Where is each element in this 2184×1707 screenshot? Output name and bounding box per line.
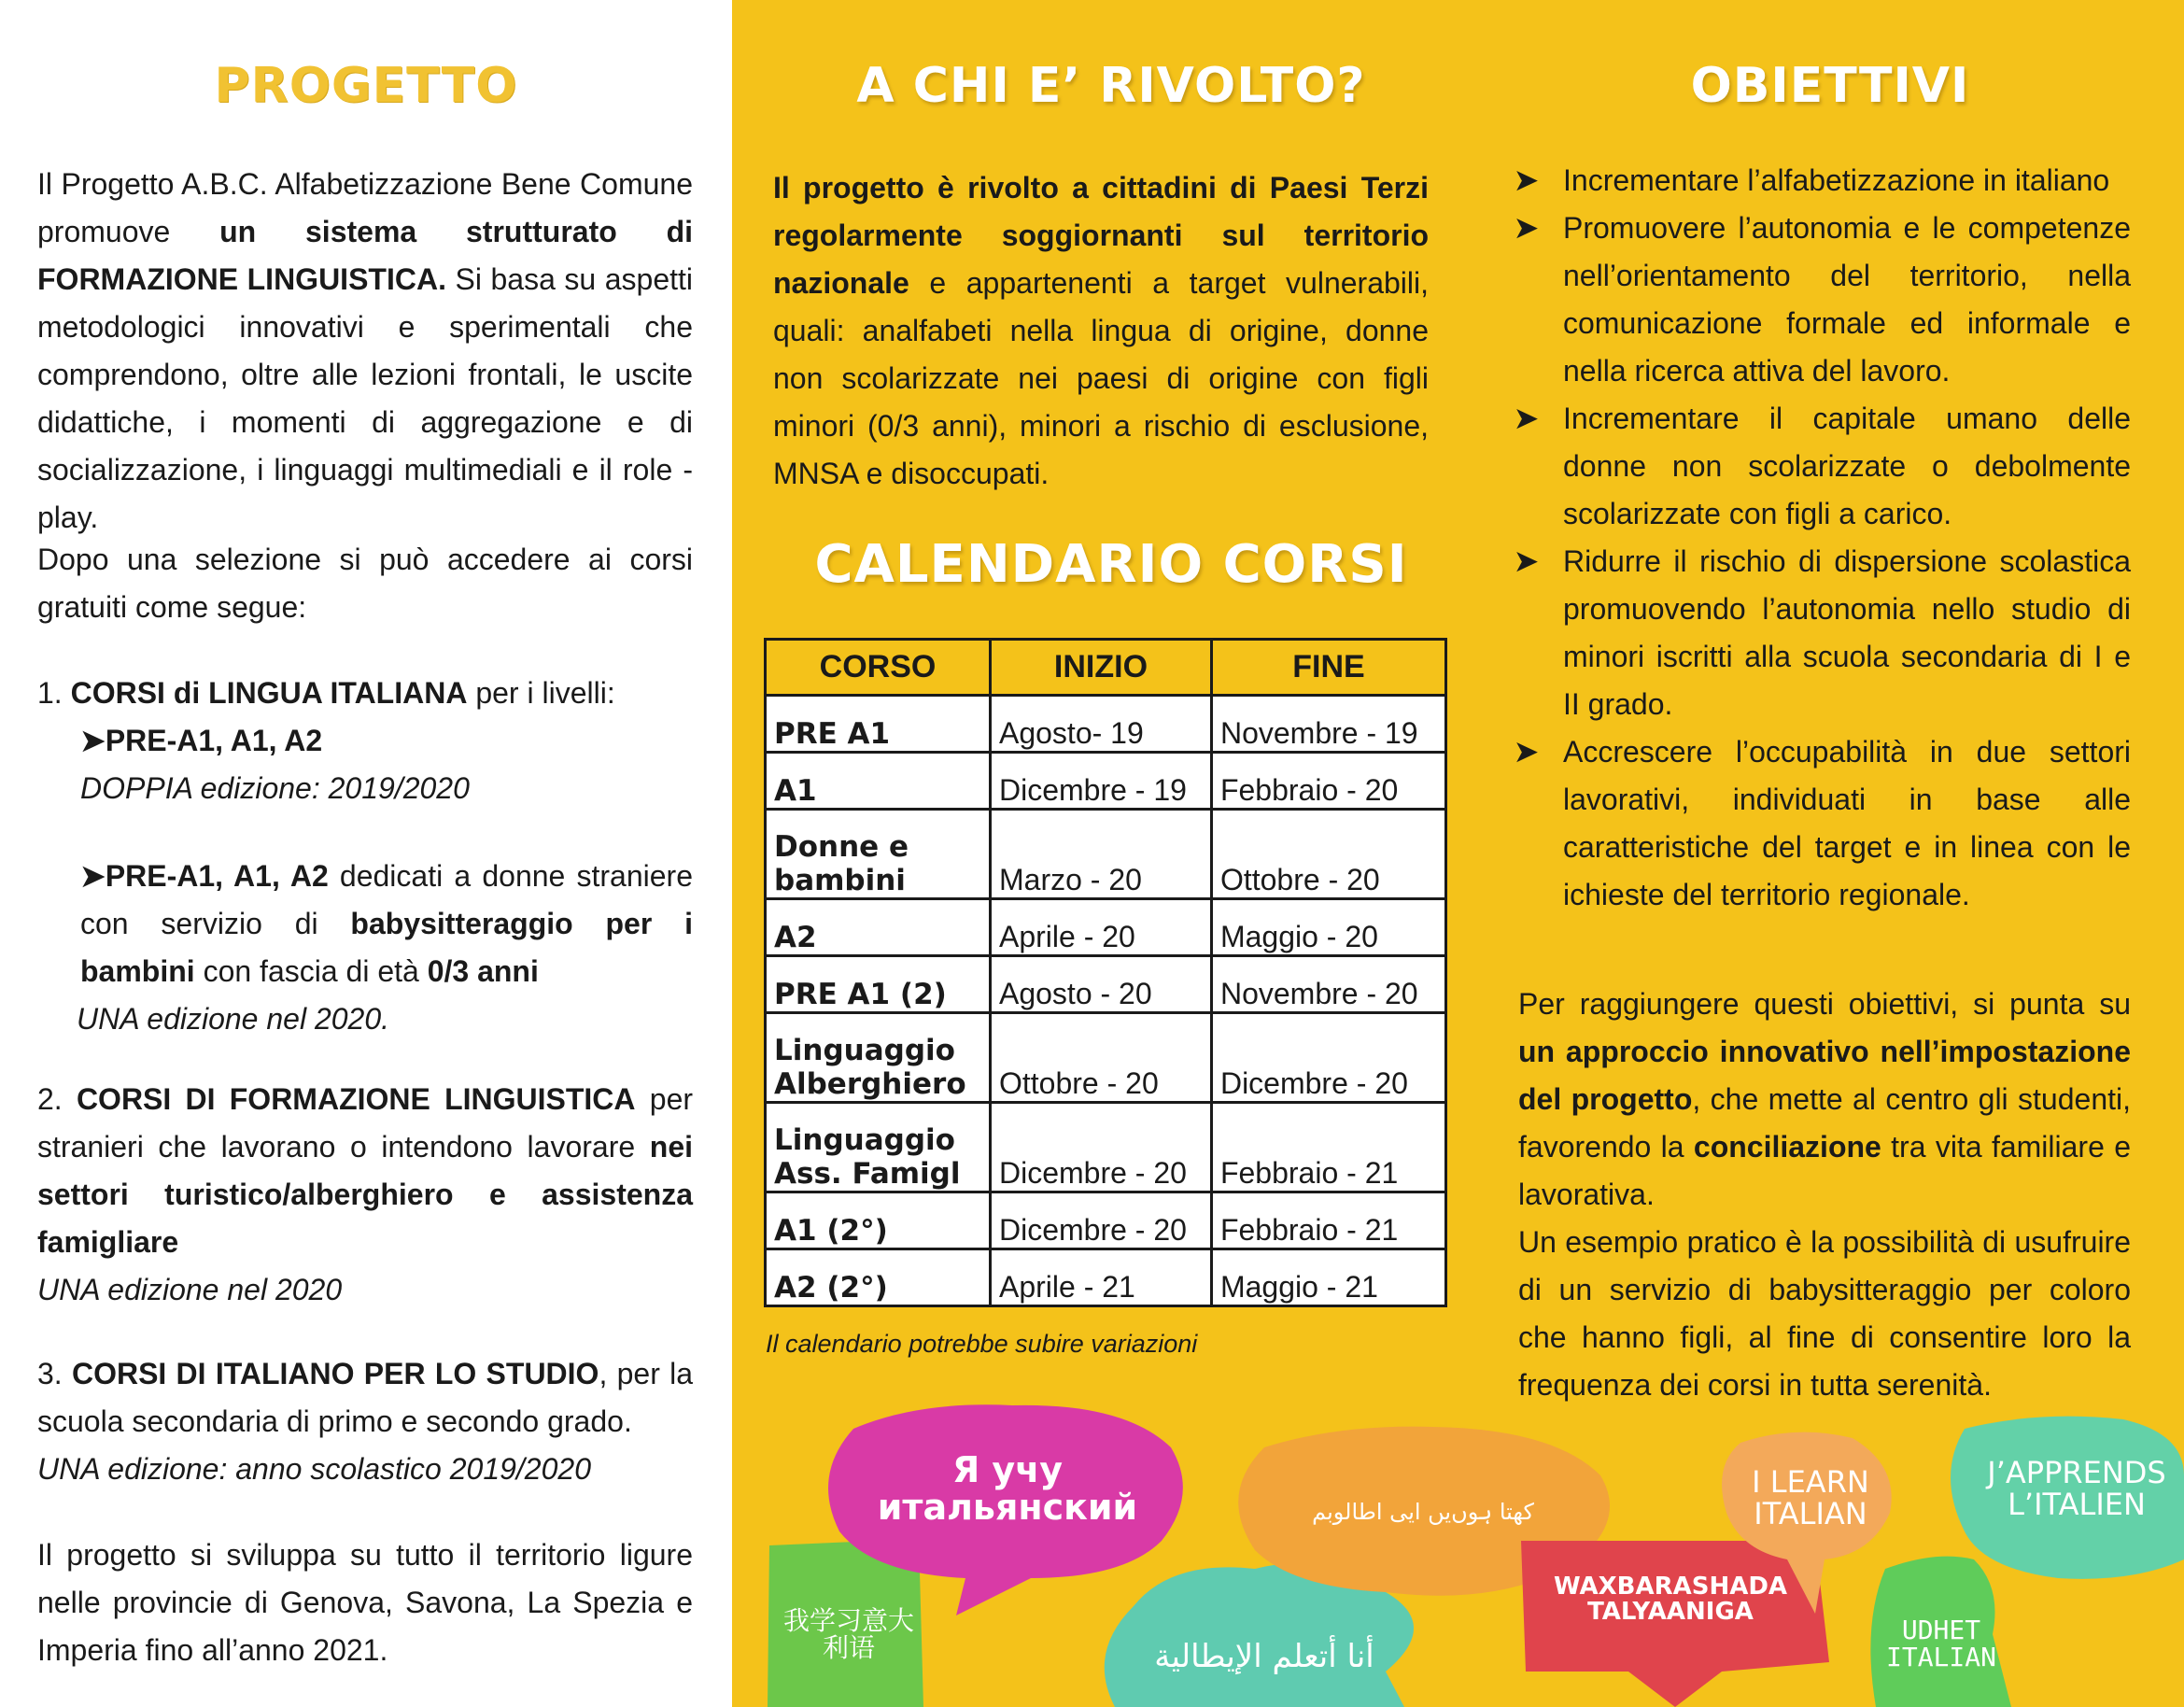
calendar-cell-fine: Febbraio - 21 xyxy=(1211,1192,1445,1249)
table-row xyxy=(766,1192,1446,1249)
course-item-1-babysitting: babysitteraggio per i bambini xyxy=(80,907,694,988)
calendar-cell-fine: Febbraio - 21 xyxy=(1211,1103,1445,1192)
arrow-bullet-icon: ➤ xyxy=(1515,213,1539,244)
list-item xyxy=(1515,205,2131,395)
approach-example: Un esempio pratico è la possibilità di usufruire di un servizio di babysitteraggio per coloro che hanno figli, al fine di consentire loro la frequenza dei corsi in tutta serenità. xyxy=(1518,1225,2131,1402)
table-row xyxy=(766,899,1446,956)
course-item-1-line xyxy=(37,670,693,717)
calendar-cell-inizio: Dicembre - 20 xyxy=(990,1192,1211,1249)
table-row xyxy=(766,1249,1446,1306)
obiettivo-text: Accrescere l’occupabilità in due settori lavorativi, individuati in base alle caratteristiche del target e in linea con le ichieste del territorio regionale. xyxy=(1563,735,2131,911)
a-chi-target-text: e appartenenti a target vulnerabili, quali: analfabeti nella lingua di origine, donne non scolarizzate nei paesi di origine con figli minori (0/3 anni), minori a rischio di esclusione, MNSA e disoccupati. xyxy=(773,266,1429,490)
calendar-table xyxy=(764,638,1447,1307)
course-item-1-title: CORSI di LINGUA ITALIANA xyxy=(70,676,468,710)
bubble-chinese xyxy=(774,1606,923,1662)
progetto-intro-text: Il Progetto A.B.C. Alfabetizzazione Bene Comune promuove xyxy=(37,167,693,248)
approach-bold: un approccio innovativo nell’impostazione del progetto xyxy=(1518,1035,2131,1116)
arrow-bullet-icon: ➤ xyxy=(1515,165,1539,196)
bubble-arabic-text: أنا أتعلم الإيطالية xyxy=(1154,1638,1374,1676)
course-item-1-women-levels: ➤PRE-A1, A1, A2 xyxy=(80,859,329,893)
calendar-cell-fine: Dicembre - 20 xyxy=(1211,1013,1445,1103)
bubble-somali xyxy=(1526,1558,1815,1642)
course-item-1-women-text: dedicati a donne straniere con servizio di xyxy=(80,859,693,940)
list-item xyxy=(1515,395,2131,538)
calendar-header-row xyxy=(766,640,1446,696)
table-row xyxy=(766,810,1446,899)
spacer xyxy=(37,812,693,853)
course-item-2-edition: UNA edizione nel 2020 xyxy=(37,1273,343,1306)
bubble-russian-text: Я учу итальянский xyxy=(877,1449,1138,1528)
approach-text-2: , che mette al centro gli studenti, favorendo la xyxy=(1518,1082,2132,1164)
calendar-cell-corso: PRE A1 xyxy=(766,696,991,753)
course-item-3-text: , per la scuola secondaria di primo e secondo grado. xyxy=(37,1357,694,1438)
progetto-intro-bold: un sistema strutturato di FORMAZIONE LINGUISTICA. xyxy=(37,215,694,296)
calendar-cell-fine: Maggio - 21 xyxy=(1211,1249,1445,1306)
obiettivo-text: Promuovere l’autonomia e le competenze nell’orientamento del territorio, nella comunicazione formale ed informale e nella ricerca attiva del lavoro. xyxy=(1563,211,2131,388)
table-row xyxy=(766,956,1446,1013)
progetto-selection-note: Dopo una selezione si può accedere ai corsi gratuiti come segue: xyxy=(37,543,693,624)
arrow-bullet-icon: ➤ xyxy=(1515,737,1539,768)
calendar-cell-fine: Novembre - 20 xyxy=(1211,956,1445,1013)
bubble-french xyxy=(1979,1438,2175,1541)
course-item-3-edition: UNA edizione: anno scolastico 2019/2020 xyxy=(37,1452,591,1486)
course-item-2-number: 2. xyxy=(37,1082,63,1116)
bubble-english-text: I LEARN ITALIAN xyxy=(1752,1464,1869,1531)
course-item-1-number: 1. xyxy=(37,676,63,710)
bubble-albanian xyxy=(1885,1601,1997,1686)
obiettivo-text: Incrementare il capitale umano delle donne non scolarizzate o debolmente scolarizzate con figli a carico. xyxy=(1563,402,2131,530)
calendar-cell-corso: A2 (2°) xyxy=(766,1249,991,1306)
course-item-3-title: CORSI DI ITALIANO PER LO STUDIO xyxy=(71,1357,599,1390)
course-item-3 xyxy=(37,1350,693,1493)
bubble-chinese-text: 我学习意大利语 xyxy=(782,1604,914,1663)
bubble-somali-text: WAXBARASHADA TALYAANIGA xyxy=(1553,1572,1788,1626)
calendar-cell-inizio: Ottobre - 20 xyxy=(990,1013,1211,1103)
calendar-cell-inizio: Aprile - 21 xyxy=(990,1249,1211,1306)
calendar-note: Il calendario potrebbe subire variazioni xyxy=(766,1330,1198,1358)
arrow-bullet-icon: ➤ xyxy=(1515,546,1539,577)
language-bubbles-illustration xyxy=(732,1391,2184,1707)
progetto-intro xyxy=(37,161,693,542)
bubble-urdu-text: کھتا ہوں‌یں ایی اطالوبم xyxy=(1312,1499,1534,1526)
heading-obiettivi: OBIETTIVI xyxy=(1690,58,1970,114)
calendar-header-corso: CORSO xyxy=(766,640,991,696)
bubble-english xyxy=(1731,1447,1890,1550)
course-item-2-text: per stranieri che lavorano o intendono lavorare xyxy=(37,1082,694,1164)
calendar-cell-inizio: Marzo - 20 xyxy=(990,810,1211,899)
course-item-1-women-text-2: con fascia di età xyxy=(194,954,428,988)
calendar-cell-corso: Donne e bambini xyxy=(766,810,991,899)
calendar-cell-inizio: Dicembre - 20 xyxy=(990,1103,1211,1192)
obiettivo-text: Ridurre il rischio di dispersione scolastica promuovendo l’autonomia nello studio di minori iscritti alla scuola secondaria di I e II grado. xyxy=(1563,544,2131,721)
calendar-cell-corso: Linguaggio Alberghiero xyxy=(766,1013,991,1103)
calendar-cell-corso: Linguaggio Ass. Famigl xyxy=(766,1103,991,1192)
bubble-albanian-text: UDHET ITALIAN xyxy=(1885,1614,1996,1672)
course-item-1-age: 0/3 anni xyxy=(427,954,539,988)
calendar-cell-fine: Ottobre - 20 xyxy=(1211,810,1445,899)
calendar-cell-fine: Febbraio - 20 xyxy=(1211,753,1445,810)
heading-progetto: PROGETTO xyxy=(214,58,518,114)
a-chi-target-bold: Il progetto è rivolto a cittadini di Paesi Terzi regolarmente soggiornanti sul territorio nazionale xyxy=(773,171,1429,300)
calendar-cell-inizio: Agosto- 19 xyxy=(990,696,1211,753)
calendar-cell-fine: Maggio - 20 xyxy=(1211,899,1445,956)
course-item-3-number: 3. xyxy=(37,1357,63,1390)
course-item-2-sectors: nei settori turistico/alberghiero e assistenza famigliare xyxy=(37,1130,693,1259)
bubble-russian xyxy=(853,1429,1162,1550)
bubble-urdu xyxy=(1264,1475,1582,1550)
a-chi-description xyxy=(773,164,1429,498)
table-row xyxy=(766,1103,1446,1192)
approach-text: Per raggiungere questi obiettivi, si punta su xyxy=(1518,987,2131,1021)
calendar-cell-corso: A2 xyxy=(766,899,991,956)
list-item xyxy=(1515,538,2131,728)
calendar-cell-corso: PRE A1 (2) xyxy=(766,956,991,1013)
course-item-1 xyxy=(37,670,693,1043)
progetto-closing: Il progetto si sviluppa su tutto il territorio ligure nelle provincie di Genova, Savona, La Spezia e Imperia fino all’anno 2021. xyxy=(37,1538,693,1667)
obiettivi-list xyxy=(1515,157,2131,919)
progetto-intro-text-2: Si basa su aspetti metodologici innovativi e sperimentali che comprendono, oltre alle lezioni frontali, le uscite didattiche, i momenti di aggregazione e di socializzazione, i linguaggi multimediali e il role - play. xyxy=(37,262,693,534)
table-row xyxy=(766,1013,1446,1103)
table-row xyxy=(766,696,1446,753)
table-row xyxy=(766,753,1446,810)
arrow-bullet-icon: ➤ xyxy=(1515,403,1539,434)
calendar-cell-fine: Novembre - 19 xyxy=(1211,696,1445,753)
heading-calendario-corsi: CALENDARIO CORSI xyxy=(814,534,1408,595)
course-item-1-levels: ➤PRE-A1, A1, A2 xyxy=(80,724,323,757)
calendar-cell-corso: A1 (2°) xyxy=(766,1192,991,1249)
obiettivo-text: Incrementare l’alfabetizzazione in italiano xyxy=(1563,163,2110,197)
calendar-cell-inizio: Agosto - 20 xyxy=(990,956,1211,1013)
bubble-arabic xyxy=(1134,1625,1395,1690)
calendar-cell-corso: A1 xyxy=(766,753,991,810)
heading-a-chi-e-rivolto: A CHI E’ RIVOLTO? xyxy=(856,58,1366,114)
calendar-header-inizio: INIZIO xyxy=(990,640,1211,696)
obiettivi-approach xyxy=(1518,980,2131,1409)
course-item-1-edition: DOPPIA edizione: 2019/2020 xyxy=(80,771,470,805)
course-item-1-rest: per i livelli: xyxy=(467,676,615,710)
course-item-1-women xyxy=(37,853,693,995)
course-item-1-women-edition: UNA edizione nel 2020. xyxy=(77,1002,390,1036)
course-item-2-title: CORSI DI FORMAZIONE LINGUISTICA xyxy=(76,1082,636,1116)
approach-conciliazione: conciliazione xyxy=(1693,1130,1881,1164)
list-item xyxy=(1515,728,2131,919)
approach-text-3: tra vita familiare e lavorativa. xyxy=(1518,1130,2131,1211)
calendar-cell-inizio: Aprile - 20 xyxy=(990,899,1211,956)
course-item-2 xyxy=(37,1076,693,1314)
bubble-french-text: J’APPRENDS L’ITALIEN xyxy=(1987,1455,2166,1522)
calendar-header-fine: FINE xyxy=(1211,640,1445,696)
calendar-cell-inizio: Dicembre - 19 xyxy=(990,753,1211,810)
list-item xyxy=(1515,157,2131,205)
